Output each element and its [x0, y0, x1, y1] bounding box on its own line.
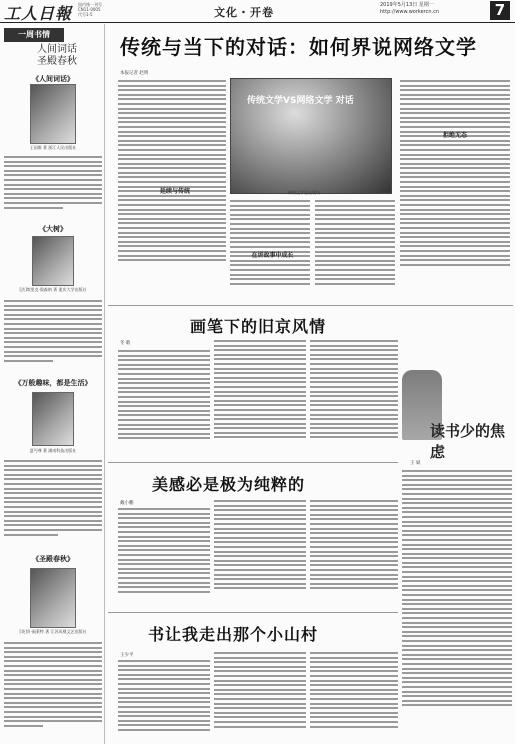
book-caption: 夏丏尊 著 湖南科技出版社 [29, 448, 77, 453]
publication-info [78, 2, 102, 17]
newspaper-logo: 工人日報 [4, 4, 73, 23]
section-headline: 美感必是极为纯粹的 [152, 475, 306, 494]
article-body-text [310, 652, 398, 740]
book-cover-image [32, 236, 74, 286]
article-body-text [402, 470, 512, 740]
article-byline: 王 斌 [410, 461, 421, 466]
site-url[interactable]: http://www.workercn.cn [380, 9, 440, 15]
photo-caption: 网络文学论坛现场 … [288, 190, 326, 195]
book-review-text [4, 156, 102, 220]
meta-line: 国内统一刊号 [78, 2, 102, 7]
book-caption: 王国维 著 浙江人民出版社 [29, 145, 77, 150]
section-divider [108, 462, 398, 463]
article-body-text [214, 340, 306, 460]
banner-subtitle-line: 人间词话 [37, 44, 77, 55]
book-caption: [英]肯·福莱特 著 江苏凤凰文艺出版社 [19, 629, 87, 634]
main-headline: 传统与当下的对话：如何界说网络文学 [120, 35, 477, 59]
meta-line: 代号1-5 [78, 12, 93, 17]
article-body-text [315, 200, 395, 300]
masthead [0, 0, 515, 23]
article-byline: 冬 歌 [120, 341, 131, 346]
book-caption: [法]埃里克·奥森纳 著 重庆大学出版社 [19, 287, 87, 292]
photo-banner-text: 传统文学VS网络文学 对话 [247, 96, 354, 106]
section-title: 文化・开卷 [214, 6, 274, 19]
article-subhead: 在讲故事中成长 [251, 252, 294, 259]
article-byline: 本报记者 赵明 [120, 71, 149, 76]
article-byline: 王少平 [120, 653, 134, 658]
section-headline: 书让我走出那个小山村 [148, 625, 319, 644]
book-review-text [4, 460, 102, 550]
book-cover-image [32, 392, 74, 446]
banner-subtitle [22, 44, 92, 68]
banner-subtitle-line: 圣殿春秋 [37, 56, 77, 67]
book-review-text [4, 300, 102, 374]
article-body-text [310, 340, 398, 460]
page-number: 7 [490, 1, 510, 20]
section-headline: 画笔下的旧京风情 [190, 317, 327, 336]
weekly-books-column [0, 24, 105, 744]
book-review-text [4, 642, 102, 742]
section-divider [108, 305, 513, 306]
article-body-text [214, 500, 306, 608]
article-body-text [118, 350, 210, 460]
section-divider [108, 612, 398, 613]
issue-date: 2019年5月13日 星期一 [380, 2, 434, 8]
meta-line: CN11-0005 [78, 7, 101, 12]
weekly-books-banner: 一周书情 [4, 28, 64, 42]
book-title: 《万般趣味，都是生活》 [14, 378, 92, 387]
article-subhead: 拒绝无态 [442, 132, 467, 139]
article-body-text [310, 500, 398, 608]
article-body-text [118, 508, 210, 608]
article-subhead: 延续与传统 [159, 188, 190, 195]
date-and-url [380, 2, 439, 16]
article-body-text [118, 80, 226, 290]
right-column-headline: 读书少的焦虑 [430, 422, 506, 461]
book-cover-image [30, 568, 76, 628]
article-byline: 戴小鹏 [120, 501, 134, 506]
book-title: 《大树》 [39, 224, 67, 233]
article-body-text [214, 652, 306, 740]
forum-photo [230, 78, 392, 194]
book-cover-image [30, 84, 76, 144]
book-title: 《圣殿春秋》 [32, 554, 74, 563]
article-body-text [400, 80, 510, 300]
book-title: 《人间词话》 [32, 74, 74, 83]
article-body-text [118, 660, 210, 740]
